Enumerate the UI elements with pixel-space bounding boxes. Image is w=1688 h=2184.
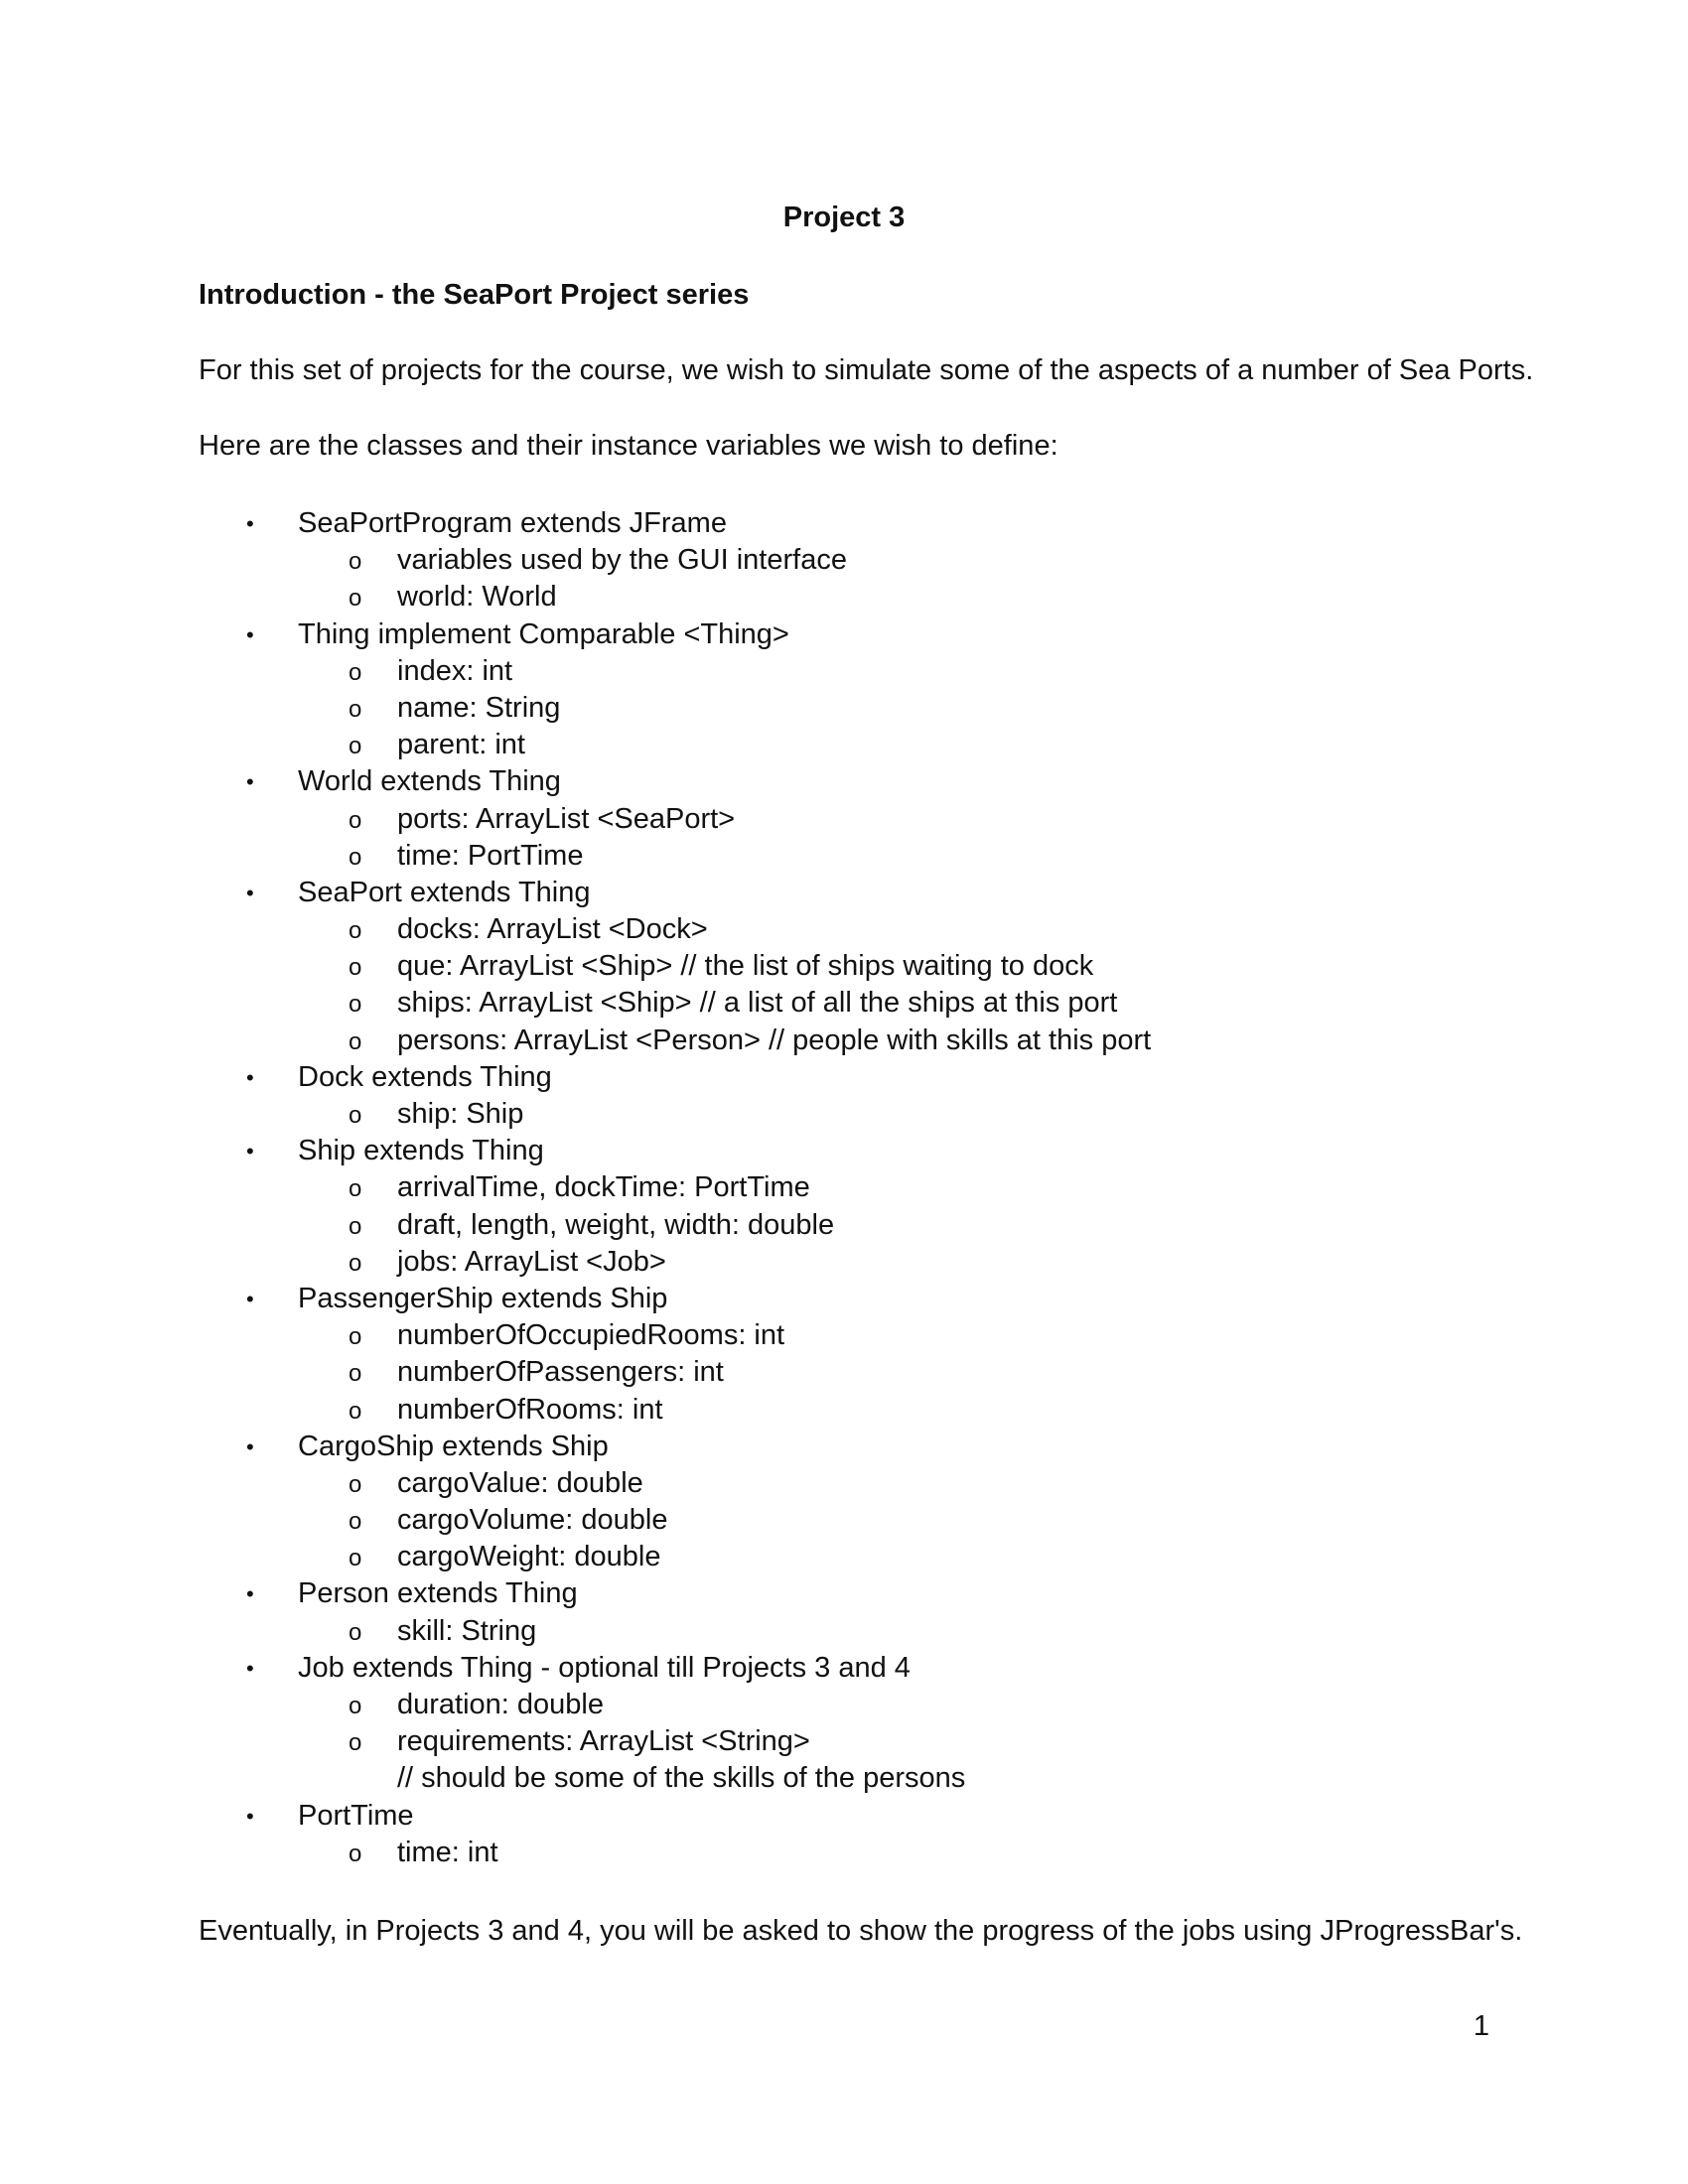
instance-variable: ships: ArrayList <Ship> // a list of all the ships at this port — [397, 987, 1118, 1020]
class-name: Thing implement Comparable <Thing> — [298, 617, 789, 650]
circle-bullet-icon: o — [349, 1693, 362, 1719]
bullet-icon: • — [246, 1655, 254, 1681]
circle-bullet-icon: o — [349, 1323, 362, 1351]
instance-variable-item — [0, 948, 1688, 985]
class-name: SeaPortProgram extends JFrame — [298, 507, 727, 539]
instance-variable: que: ArrayList <Ship> // the list of ships waiting to dock — [397, 950, 1094, 983]
class-item — [0, 1281, 1688, 1429]
circle-bullet-icon: o — [349, 1618, 362, 1646]
page-title: Project 3 — [782, 202, 906, 233]
instance-variable-note — [0, 1760, 1688, 1797]
instance-variable-list — [0, 1169, 1688, 1281]
closing-paragraph: Eventually, in Projects 3 and 4, you will be asked to show the progress of the jobs using JProgressBar's. — [199, 1915, 1523, 1947]
instance-variable-item — [0, 1502, 1688, 1539]
class-item — [0, 616, 1688, 764]
bullet-icon: • — [246, 1139, 254, 1164]
circle-bullet-icon: o — [349, 1508, 362, 1536]
bullet-icon: • — [246, 511, 254, 536]
instance-variable: requirements: ArrayList <String> — [397, 1725, 810, 1758]
instance-variable-item — [0, 727, 1688, 763]
instance-variable: duration: double — [397, 1689, 604, 1720]
circle-bullet-icon: o — [349, 1249, 362, 1277]
instance-variable-item — [0, 1687, 1688, 1723]
circle-bullet-icon: o — [349, 917, 362, 945]
class-name: World extends Thing — [298, 765, 561, 798]
instance-variable-list — [0, 911, 1688, 1059]
instance-variable: numberOfOccupiedRooms: int — [397, 1319, 785, 1352]
bullet-icon: • — [246, 1433, 254, 1459]
instance-variable-list — [0, 1613, 1688, 1650]
class-item — [0, 1798, 1688, 1871]
circle-bullet-icon: o — [349, 1397, 362, 1425]
instance-variable: numberOfRooms: int — [397, 1393, 663, 1426]
circle-bullet-icon: o — [349, 991, 362, 1019]
circle-bullet-icon: o — [349, 1470, 362, 1498]
class-name: Person extends Thing — [298, 1577, 578, 1610]
instance-variable-item — [0, 911, 1688, 948]
instance-variable-item — [0, 1835, 1688, 1871]
instance-variable-item — [0, 985, 1688, 1022]
circle-bullet-icon: o — [349, 695, 362, 723]
intro-paragraph: For this set of projects for the course, we wish to simulate some of the aspects of a number of Sea Ports. — [199, 354, 1534, 386]
instance-variable-item — [0, 838, 1688, 875]
circle-bullet-icon: o — [349, 1212, 362, 1240]
instance-variable: cargoValue: double — [397, 1466, 643, 1499]
class-item — [0, 1059, 1688, 1133]
instance-variable: time: int — [397, 1836, 498, 1868]
instance-variable-list — [0, 801, 1688, 875]
class-name: PortTime — [298, 1799, 414, 1832]
instance-variable-item — [0, 1723, 1688, 1760]
instance-variable: skill: String — [397, 1614, 537, 1647]
instance-variable: time: PortTime — [397, 839, 584, 872]
instance-variable-item — [0, 801, 1688, 838]
instance-variable-item — [0, 1244, 1688, 1281]
instance-variable: arrivalTime, dockTime: PortTime — [397, 1171, 810, 1204]
instance-variable-list — [0, 1096, 1688, 1133]
class-item — [0, 763, 1688, 875]
circle-bullet-icon: o — [349, 1102, 362, 1129]
circle-bullet-icon: o — [349, 1729, 362, 1757]
instance-variable-comment: // should be some of the skills of the persons — [397, 1762, 966, 1795]
bullet-icon: • — [246, 1064, 254, 1090]
instance-variable-list — [0, 1687, 1688, 1798]
bullet-icon: • — [246, 1803, 254, 1829]
bullet-icon: • — [246, 1286, 254, 1311]
circle-bullet-icon: o — [349, 1840, 362, 1867]
instance-variable-list — [0, 542, 1688, 615]
instance-variable-item — [0, 1207, 1688, 1244]
circle-bullet-icon: o — [349, 733, 362, 760]
instance-variable: docks: ArrayList <Dock> — [397, 913, 708, 946]
circle-bullet-icon: o — [349, 806, 362, 834]
instance-variable: variables used by the GUI interface — [397, 544, 847, 577]
instance-variable-item — [0, 1539, 1688, 1575]
instance-variable: jobs: ArrayList <Job> — [397, 1245, 666, 1278]
instance-variable: ship: Ship — [397, 1098, 524, 1130]
class-item — [0, 875, 1688, 1059]
circle-bullet-icon: o — [349, 658, 362, 686]
page-number: 1 — [1473, 2010, 1489, 2042]
bullet-icon: • — [246, 1581, 254, 1607]
circle-bullet-icon: o — [349, 1360, 362, 1388]
class-item — [0, 1575, 1688, 1649]
instance-variable-item — [0, 1465, 1688, 1502]
class-list — [0, 505, 1688, 1871]
instance-variable: world: World — [397, 581, 557, 614]
class-item — [0, 1133, 1688, 1281]
circle-bullet-icon: o — [349, 1027, 362, 1055]
instance-variable-item — [0, 1354, 1688, 1391]
class-name: Ship extends Thing — [298, 1135, 544, 1167]
bullet-icon: • — [246, 880, 254, 905]
bullet-icon: • — [246, 621, 254, 647]
instance-variable-item — [0, 653, 1688, 690]
class-item — [0, 505, 1688, 616]
instance-variable: name: String — [397, 691, 561, 724]
instance-variable: cargoWeight: double — [397, 1541, 661, 1573]
instance-variable: ports: ArrayList <SeaPort> — [397, 802, 736, 835]
class-name: PassengerShip extends Ship — [298, 1282, 668, 1314]
circle-bullet-icon: o — [349, 843, 362, 871]
instance-variable-item — [0, 690, 1688, 727]
instance-variable-item — [0, 542, 1688, 579]
class-name: SeaPort extends Thing — [298, 876, 591, 908]
class-item — [0, 1429, 1688, 1576]
instance-variable-list — [0, 653, 1688, 764]
circle-bullet-icon: o — [349, 548, 362, 576]
class-item — [0, 1650, 1688, 1798]
instance-variable: parent: int — [397, 729, 525, 761]
instance-variable-list — [0, 1465, 1688, 1576]
class-name: CargoShip extends Ship — [298, 1430, 609, 1462]
section-heading: Introduction - the SeaPort Project series — [199, 279, 750, 311]
bullet-icon: • — [246, 769, 254, 795]
instance-variable: index: int — [397, 654, 513, 687]
class-name: Dock extends Thing — [298, 1060, 552, 1093]
instance-variable-item — [0, 1096, 1688, 1133]
instance-variable-item — [0, 1317, 1688, 1354]
instance-variable: cargoVolume: double — [397, 1504, 668, 1537]
instance-variable-list — [0, 1835, 1688, 1871]
instance-variable: numberOfPassengers: int — [397, 1356, 724, 1389]
circle-bullet-icon: o — [349, 585, 362, 613]
instance-variable: persons: ArrayList <Person> // people with skills at this port — [397, 1024, 1152, 1056]
circle-bullet-icon: o — [349, 954, 362, 982]
instance-variable-item — [0, 1613, 1688, 1650]
circle-bullet-icon: o — [349, 1175, 362, 1203]
classes-intro-paragraph: Here are the classes and their instance variables we wish to define: — [199, 430, 1058, 462]
instance-variable-item — [0, 1169, 1688, 1206]
instance-variable-item — [0, 1392, 1688, 1429]
instance-variable-list — [0, 1317, 1688, 1429]
circle-bullet-icon: o — [349, 1545, 362, 1572]
instance-variable-item — [0, 1023, 1688, 1059]
instance-variable-item — [0, 579, 1688, 615]
instance-variable: draft, length, weight, width: double — [397, 1208, 835, 1241]
class-name: Job extends Thing - optional till Projects 3 and 4 — [298, 1651, 911, 1684]
